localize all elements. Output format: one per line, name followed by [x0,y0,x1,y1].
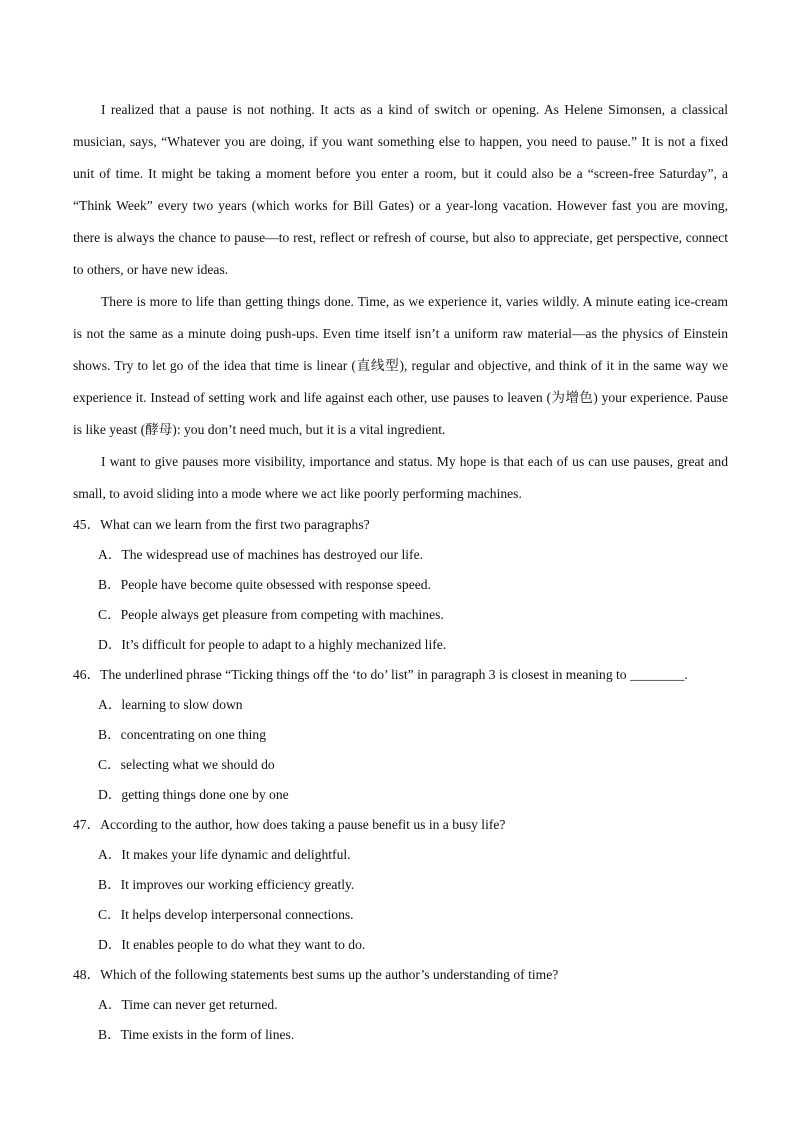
question-list [73,510,728,1050]
answer-option: A．Time can never get returned. [98,997,278,1012]
question-stem: 45．What can we learn from the first two paragraphs? [73,517,370,532]
paragraph: There is more to life than getting things done. Time, as we experience it, varies wildly. A minute eating ice-cream is not the same as a minute doing push-ups. Even time itself isn’t a uniform raw material—as the physics of Einstein shows. Try to let go of the idea that time is linear (直线型), regular and objective, and think of it in the same way we experience it. Instead of setting work and life against each other, use pauses to leaven (为增色) your experience. Pause is like yeast (酵母): you don’t need much, but it is a vital ingredient. [73,294,728,437]
paragraph: I realized that a pause is not nothing. It acts as a kind of switch or opening. As Helene Simonsen, a classical musician, says, “Whatever you are doing, if you want something else to happen, you need to pause.” It is not a fixed unit of time. It might be taking a moment before you enter a room, but it could also be a “screen-free Saturday”, a “Think Week” every two years (which works for Bill Gates) or a year-long vacation. However fast you are moving, there is always the chance to pause—to rest, reflect or refresh of course, but also to appreciate, get perspective, connect to others, or have new ideas. [73,102,728,277]
question-stem: 46．The underlined phrase “Ticking things off the ‘to do’ list” in paragraph 3 is closest in meaning to ________. [73,667,688,682]
answer-option: A．learning to slow down [98,697,243,712]
question-46 [73,660,728,810]
question-47 [73,810,728,960]
answer-option: B．It improves our working efficiency greatly. [98,877,355,892]
answer-option: D．It enables people to do what they want to do. [98,937,366,952]
answer-option: B．Time exists in the form of lines. [98,1027,295,1042]
answer-option: A．It makes your life dynamic and delightful. [98,847,351,862]
answer-option: B．People have become quite obsessed with response speed. [98,577,431,592]
answer-option: D．getting things done one by one [98,787,289,802]
answer-option: C．It helps develop interpersonal connections. [98,907,354,922]
answer-option: C．selecting what we should do [98,757,275,772]
question-48 [73,960,728,1050]
paragraph: I want to give pauses more visibility, importance and status. My hope is that each of us can use pauses, great and small, to avoid sliding into a mode where we act like poorly performing machines. [73,454,728,501]
answer-option: B．concentrating on one thing [98,727,266,742]
answer-option: A．The widespread use of machines has destroyed our life. [98,547,424,562]
answer-option: D．It’s difficult for people to adapt to a highly mechanized life. [98,637,447,652]
question-stem: 48．Which of the following statements best sums up the author’s understanding of time? [73,967,559,982]
question-45 [73,510,728,660]
answer-option: C．People always get pleasure from competing with machines. [98,607,444,622]
passage [73,94,728,510]
question-stem: 47．According to the author, how does taking a pause benefit us in a busy life? [73,817,506,832]
document-page [73,94,728,1050]
